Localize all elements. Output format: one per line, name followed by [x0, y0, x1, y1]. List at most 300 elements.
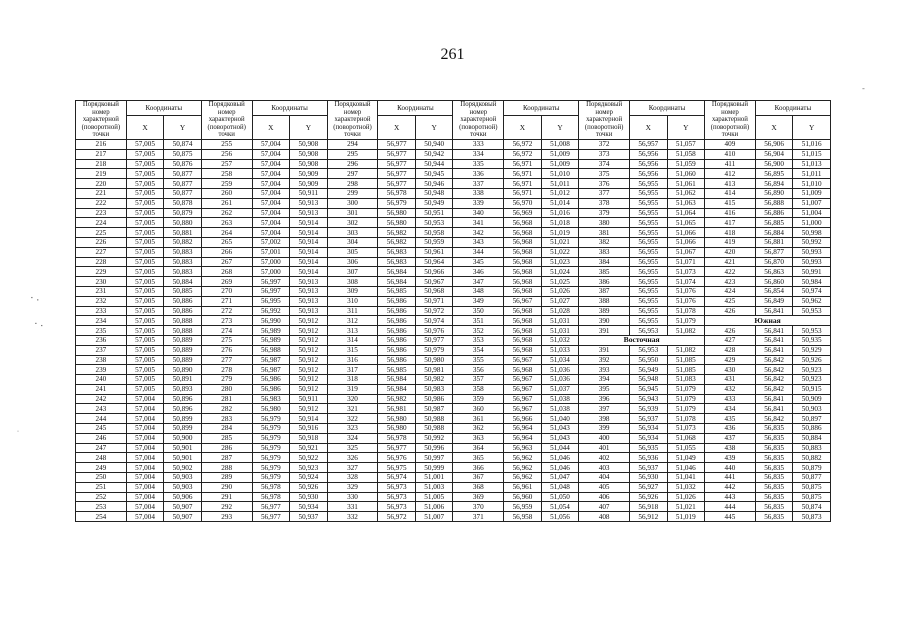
x-coordinate-cell: 57,005 [126, 159, 164, 169]
y-coordinate-cell: 51,009 [541, 159, 579, 169]
point-number-cell: 261 [201, 198, 252, 208]
x-coordinate-cell: 56,955 [630, 316, 668, 326]
x-coordinate-cell: 57,005 [126, 335, 164, 345]
y-coordinate-cell: 50,983 [415, 384, 453, 394]
y-coordinate-cell: 51,076 [667, 296, 705, 306]
y-coordinate-cell: 51,079 [667, 404, 705, 414]
header-coordinates: Координаты [252, 101, 327, 116]
y-coordinate-cell: 50,972 [415, 306, 453, 316]
x-coordinate-cell: 56,973 [378, 492, 416, 502]
point-number-cell: 334 [453, 149, 504, 159]
point-number-cell: 270 [201, 286, 252, 296]
header-point-number: Порядковый номер характерной (поворотной) точки [705, 101, 756, 140]
point-number-cell: 291 [201, 492, 252, 502]
y-coordinate-cell: 50,913 [290, 306, 328, 316]
y-coordinate-cell: 50,914 [290, 267, 328, 277]
x-coordinate-cell: 56,841 [755, 326, 793, 336]
point-number-cell: 238 [76, 355, 127, 365]
point-number-cell: 353 [453, 335, 504, 345]
x-coordinate-cell: 56,968 [504, 365, 542, 375]
y-coordinate-cell: 50,980 [415, 355, 453, 365]
y-coordinate-cell: 50,882 [164, 237, 202, 247]
x-coordinate-cell: 56,986 [378, 335, 416, 345]
y-coordinate-cell: 50,913 [290, 286, 328, 296]
y-coordinate-cell: 50,882 [793, 453, 831, 463]
x-coordinate-cell: 56,977 [252, 512, 290, 522]
y-coordinate-cell: 50,906 [164, 492, 202, 502]
point-number-cell: 406 [579, 492, 630, 502]
y-coordinate-cell: 50,903 [164, 482, 202, 492]
x-coordinate-cell: 56,841 [755, 335, 793, 345]
y-coordinate-cell: 51,058 [667, 149, 705, 159]
header-coordinates: Координаты [378, 101, 453, 116]
point-number-cell: 410 [705, 149, 756, 159]
y-coordinate-cell: 50,880 [164, 218, 202, 228]
table-row [76, 159, 831, 169]
point-number-cell: 217 [76, 149, 127, 159]
x-coordinate-cell: 56,977 [378, 139, 416, 149]
point-number-cell: 393 [579, 365, 630, 375]
y-coordinate-cell: 50,949 [415, 198, 453, 208]
y-coordinate-cell: 50,979 [415, 345, 453, 355]
header-y: Y [667, 116, 705, 140]
header-coordinates: Координаты [630, 101, 705, 116]
x-coordinate-cell: 56,989 [252, 326, 290, 336]
header-y: Y [290, 116, 328, 140]
point-number-cell: 281 [201, 394, 252, 404]
x-coordinate-cell: 56,974 [378, 473, 416, 483]
point-number-cell: 313 [327, 326, 378, 336]
point-number-cell: 371 [453, 512, 504, 522]
y-coordinate-cell: 50,912 [290, 355, 328, 365]
y-coordinate-cell: 50,961 [415, 247, 453, 257]
x-coordinate-cell: 57,004 [252, 179, 290, 189]
point-number-cell: 426 [705, 326, 756, 336]
y-coordinate-cell: 51,021 [541, 237, 579, 247]
x-coordinate-cell: 56,842 [755, 355, 793, 365]
point-number-cell: 361 [453, 414, 504, 424]
point-number-cell: 419 [705, 237, 756, 247]
x-coordinate-cell: 57,004 [252, 159, 290, 169]
x-coordinate-cell: 56,978 [252, 492, 290, 502]
y-coordinate-cell: 50,962 [793, 296, 831, 306]
point-number-cell: 300 [327, 198, 378, 208]
x-coordinate-cell: 56,968 [504, 326, 542, 336]
y-coordinate-cell: 50,959 [415, 237, 453, 247]
point-number-cell: 373 [579, 149, 630, 159]
x-coordinate-cell: 56,955 [630, 247, 668, 257]
point-number-cell: 370 [453, 502, 504, 512]
x-coordinate-cell: 56,835 [755, 502, 793, 512]
y-coordinate-cell: 51,044 [541, 443, 579, 453]
point-number-cell: 237 [76, 345, 127, 355]
y-coordinate-cell: 51,085 [667, 355, 705, 365]
y-coordinate-cell: 51,041 [667, 473, 705, 483]
x-coordinate-cell: 56,977 [378, 159, 416, 169]
x-coordinate-cell: 56,985 [378, 286, 416, 296]
header-coordinates: Координаты [504, 101, 579, 116]
point-number-cell: 308 [327, 277, 378, 287]
x-coordinate-cell: 57,005 [126, 326, 164, 336]
header-point-number: Порядковый номер характерной (поворотной) точки [327, 101, 378, 140]
point-number-cell: 436 [705, 424, 756, 434]
y-coordinate-cell: 50,916 [290, 424, 328, 434]
y-coordinate-cell: 51,066 [667, 237, 705, 247]
table-row [76, 326, 831, 336]
point-number-cell: 292 [201, 502, 252, 512]
y-coordinate-cell: 51,011 [793, 169, 831, 179]
point-number-cell: 407 [579, 502, 630, 512]
x-coordinate-cell: 56,984 [378, 375, 416, 385]
x-coordinate-cell: 56,971 [504, 169, 542, 179]
y-coordinate-cell: 51,006 [415, 502, 453, 512]
x-coordinate-cell: 57,005 [126, 365, 164, 375]
x-coordinate-cell: 56,979 [378, 198, 416, 208]
point-number-cell: 284 [201, 424, 252, 434]
x-coordinate-cell: 56,968 [504, 316, 542, 326]
y-coordinate-cell: 51,065 [667, 218, 705, 228]
y-coordinate-cell: 50,912 [290, 404, 328, 414]
x-coordinate-cell: 56,943 [630, 394, 668, 404]
x-coordinate-cell: 56,973 [378, 482, 416, 492]
y-coordinate-cell: 50,883 [164, 247, 202, 257]
x-coordinate-cell: 57,005 [126, 218, 164, 228]
x-coordinate-cell: 56,980 [378, 208, 416, 218]
point-number-cell: 349 [453, 296, 504, 306]
y-coordinate-cell: 51,003 [415, 482, 453, 492]
y-coordinate-cell: 51,047 [541, 473, 579, 483]
y-coordinate-cell: 51,015 [793, 149, 831, 159]
table-row [76, 473, 831, 483]
y-coordinate-cell: 51,033 [541, 345, 579, 355]
y-coordinate-cell: 51,043 [541, 424, 579, 434]
point-number-cell: 326 [327, 453, 378, 463]
y-coordinate-cell: 50,988 [415, 424, 453, 434]
point-number-cell: 391 [579, 326, 630, 336]
point-number-cell: 424 [705, 286, 756, 296]
y-coordinate-cell: 51,008 [541, 139, 579, 149]
x-coordinate-cell: 56,945 [630, 384, 668, 394]
y-coordinate-cell: 50,874 [164, 139, 202, 149]
y-coordinate-cell: 51,082 [667, 345, 705, 355]
x-coordinate-cell: 57,004 [126, 463, 164, 473]
y-coordinate-cell: 50,903 [164, 473, 202, 483]
point-number-cell: 232 [76, 296, 127, 306]
y-coordinate-cell: 50,996 [415, 443, 453, 453]
y-coordinate-cell: 51,054 [541, 502, 579, 512]
y-coordinate-cell: 50,999 [415, 463, 453, 473]
point-number-cell: 254 [76, 512, 127, 522]
y-coordinate-cell: 51,043 [541, 433, 579, 443]
y-coordinate-cell: 50,946 [415, 179, 453, 189]
point-number-cell: 277 [201, 355, 252, 365]
x-coordinate-cell: 56,930 [630, 473, 668, 483]
x-coordinate-cell: 57,004 [126, 443, 164, 453]
point-number-cell: 444 [705, 502, 756, 512]
x-coordinate-cell: 56,986 [378, 296, 416, 306]
y-coordinate-cell: 51,005 [415, 492, 453, 502]
point-number-cell: 216 [76, 139, 127, 149]
point-number-cell: 293 [201, 512, 252, 522]
x-coordinate-cell: 56,990 [252, 316, 290, 326]
point-number-cell: 347 [453, 277, 504, 287]
point-number-cell: 378 [579, 198, 630, 208]
point-number-cell: 248 [76, 453, 127, 463]
y-coordinate-cell: 50,886 [164, 306, 202, 316]
y-coordinate-cell: 51,014 [541, 198, 579, 208]
point-number-cell: 318 [327, 375, 378, 385]
x-coordinate-cell: 57,004 [126, 482, 164, 492]
point-number-cell: 388 [579, 296, 630, 306]
x-coordinate-cell: 56,870 [755, 257, 793, 267]
table-row [76, 198, 831, 208]
y-coordinate-cell: 51,079 [667, 394, 705, 404]
x-coordinate-cell: 56,953 [630, 326, 668, 336]
point-number-cell: 413 [705, 179, 756, 189]
point-number-cell: 280 [201, 384, 252, 394]
x-coordinate-cell: 56,912 [630, 512, 668, 522]
point-number-cell: 282 [201, 404, 252, 414]
y-coordinate-cell: 50,877 [793, 473, 831, 483]
y-coordinate-cell: 51,026 [667, 492, 705, 502]
x-coordinate-cell: 57,004 [252, 188, 290, 198]
point-number-cell: 226 [76, 237, 127, 247]
point-number-cell: 224 [76, 218, 127, 228]
x-coordinate-cell: 56,955 [630, 237, 668, 247]
y-coordinate-cell: 51,046 [541, 463, 579, 473]
x-coordinate-cell: 57,004 [252, 149, 290, 159]
x-coordinate-cell: 56,955 [630, 218, 668, 228]
point-number-cell: 386 [579, 277, 630, 287]
point-number-cell: 420 [705, 247, 756, 257]
y-coordinate-cell: 50,914 [290, 414, 328, 424]
point-number-cell: 236 [76, 335, 127, 345]
table-row [76, 424, 831, 434]
y-coordinate-cell: 51,068 [667, 433, 705, 443]
y-coordinate-cell: 50,921 [290, 443, 328, 453]
x-coordinate-cell: 57,004 [126, 473, 164, 483]
y-coordinate-cell: 51,036 [541, 365, 579, 375]
scan-speck: ˙ [16, 430, 20, 439]
point-number-cell: 323 [327, 424, 378, 434]
y-coordinate-cell: 51,001 [415, 473, 453, 483]
x-coordinate-cell: 56,854 [755, 286, 793, 296]
point-number-cell: 333 [453, 139, 504, 149]
y-coordinate-cell: 50,885 [164, 286, 202, 296]
x-coordinate-cell: 56,989 [252, 335, 290, 345]
y-coordinate-cell: 51,018 [541, 218, 579, 228]
x-coordinate-cell: 56,894 [755, 179, 793, 189]
point-number-cell: 322 [327, 414, 378, 424]
x-coordinate-cell: 56,950 [630, 355, 668, 365]
y-coordinate-cell: 51,023 [541, 257, 579, 267]
point-number-cell: 412 [705, 169, 756, 179]
y-coordinate-cell: 50,913 [290, 198, 328, 208]
x-coordinate-cell: 56,949 [630, 365, 668, 375]
point-number-cell: 336 [453, 169, 504, 179]
y-coordinate-cell: 50,968 [415, 286, 453, 296]
point-number-cell: 432 [705, 384, 756, 394]
y-coordinate-cell: 50,912 [290, 316, 328, 326]
y-coordinate-cell: 51,000 [793, 218, 831, 228]
point-number-cell: 243 [76, 404, 127, 414]
point-number-cell: 287 [201, 453, 252, 463]
point-number-cell: 383 [579, 247, 630, 257]
point-number-cell: 273 [201, 316, 252, 326]
x-coordinate-cell: 56,860 [755, 277, 793, 287]
x-coordinate-cell: 56,957 [630, 139, 668, 149]
point-number-cell: 443 [705, 492, 756, 502]
point-number-cell: 328 [327, 473, 378, 483]
y-coordinate-cell: 50,923 [793, 375, 831, 385]
point-number-cell: 299 [327, 188, 378, 198]
y-coordinate-cell: 50,909 [290, 169, 328, 179]
x-coordinate-cell: 56,960 [504, 492, 542, 502]
y-coordinate-cell: 51,024 [541, 267, 579, 277]
y-coordinate-cell: 51,019 [541, 228, 579, 238]
y-coordinate-cell: 50,993 [793, 247, 831, 257]
y-coordinate-cell: 50,908 [290, 149, 328, 159]
y-coordinate-cell: 50,914 [290, 257, 328, 267]
x-coordinate-cell: 56,937 [630, 414, 668, 424]
x-coordinate-cell: 56,835 [755, 463, 793, 473]
x-coordinate-cell: 57,005 [126, 208, 164, 218]
section-label-south: Южная [705, 316, 831, 326]
y-coordinate-cell: 50,913 [290, 208, 328, 218]
x-coordinate-cell: 56,978 [378, 433, 416, 443]
x-coordinate-cell: 56,980 [378, 424, 416, 434]
point-number-cell: 339 [453, 198, 504, 208]
point-number-cell: 430 [705, 365, 756, 375]
y-coordinate-cell: 51,037 [541, 384, 579, 394]
point-number-cell: 399 [579, 424, 630, 434]
x-coordinate-cell: 57,005 [126, 169, 164, 179]
x-coordinate-cell: 56,849 [755, 296, 793, 306]
x-coordinate-cell: 56,927 [630, 482, 668, 492]
point-number-cell: 337 [453, 179, 504, 189]
point-number-cell: 398 [579, 414, 630, 424]
x-coordinate-cell: 56,962 [504, 463, 542, 473]
header-x: X [755, 116, 793, 140]
x-coordinate-cell: 56,979 [252, 473, 290, 483]
x-coordinate-cell: 56,835 [755, 424, 793, 434]
point-number-cell: 405 [579, 482, 630, 492]
x-coordinate-cell: 56,977 [378, 149, 416, 159]
x-coordinate-cell: 56,986 [378, 345, 416, 355]
y-coordinate-cell: 50,909 [793, 394, 831, 404]
table-row [76, 404, 831, 414]
point-number-cell: 325 [327, 443, 378, 453]
table-row [76, 355, 831, 365]
x-coordinate-cell: 57,000 [252, 257, 290, 267]
y-coordinate-cell: 50,874 [793, 502, 831, 512]
x-coordinate-cell: 56,995 [252, 296, 290, 306]
x-coordinate-cell: 56,968 [504, 237, 542, 247]
header-point-number: Порядковый номер характерной (поворотной) точки [201, 101, 252, 140]
x-coordinate-cell: 56,986 [378, 306, 416, 316]
y-coordinate-cell: 50,914 [290, 247, 328, 257]
point-number-cell: 307 [327, 267, 378, 277]
x-coordinate-cell: 56,983 [378, 247, 416, 257]
point-number-cell: 235 [76, 326, 127, 336]
point-number-cell: 221 [76, 188, 127, 198]
point-number-cell: 426 [705, 306, 756, 316]
table-row [76, 277, 831, 287]
table-row [76, 384, 831, 394]
y-coordinate-cell: 51,038 [541, 394, 579, 404]
x-coordinate-cell: 56,963 [504, 443, 542, 453]
x-coordinate-cell: 57,005 [126, 316, 164, 326]
x-coordinate-cell: 56,841 [755, 404, 793, 414]
y-coordinate-cell: 51,076 [667, 286, 705, 296]
point-number-cell: 296 [327, 159, 378, 169]
table-row [76, 267, 831, 277]
point-number-cell: 376 [579, 179, 630, 189]
point-number-cell: 289 [201, 473, 252, 483]
x-coordinate-cell: 56,969 [504, 208, 542, 218]
y-coordinate-cell: 50,883 [793, 443, 831, 453]
x-coordinate-cell: 56,984 [378, 267, 416, 277]
y-coordinate-cell: 50,974 [415, 316, 453, 326]
point-number-cell: 343 [453, 237, 504, 247]
table-row [76, 492, 831, 502]
y-coordinate-cell: 51,011 [541, 179, 579, 189]
point-number-cell: 365 [453, 453, 504, 463]
y-coordinate-cell: 51,004 [793, 208, 831, 218]
header-x: X [630, 116, 668, 140]
y-coordinate-cell: 50,997 [415, 453, 453, 463]
x-coordinate-cell: 56,886 [755, 208, 793, 218]
x-coordinate-cell: 57,004 [126, 424, 164, 434]
point-number-cell: 434 [705, 404, 756, 414]
point-number-cell: 230 [76, 277, 127, 287]
y-coordinate-cell: 51,027 [541, 296, 579, 306]
x-coordinate-cell: 56,888 [755, 198, 793, 208]
point-number-cell: 445 [705, 512, 756, 522]
x-coordinate-cell: 56,968 [504, 247, 542, 257]
y-coordinate-cell: 50,881 [164, 228, 202, 238]
y-coordinate-cell: 50,977 [415, 335, 453, 345]
x-coordinate-cell: 56,968 [504, 267, 542, 277]
point-number-cell: 440 [705, 463, 756, 473]
y-coordinate-cell: 50,901 [164, 453, 202, 463]
point-number-cell: 331 [327, 502, 378, 512]
header-x: X [378, 116, 416, 140]
y-coordinate-cell: 50,918 [290, 433, 328, 443]
table-row [76, 228, 831, 238]
point-number-cell: 429 [705, 355, 756, 365]
x-coordinate-cell: 56,977 [252, 502, 290, 512]
point-number-cell: 381 [579, 228, 630, 238]
y-coordinate-cell: 51,009 [541, 149, 579, 159]
x-coordinate-cell: 56,980 [252, 404, 290, 414]
x-coordinate-cell: 56,971 [504, 179, 542, 189]
x-coordinate-cell: 56,926 [630, 492, 668, 502]
y-coordinate-cell: 51,028 [541, 306, 579, 316]
header-x: X [504, 116, 542, 140]
y-coordinate-cell: 51,031 [541, 316, 579, 326]
x-coordinate-cell: 56,955 [630, 286, 668, 296]
table-row [76, 188, 831, 198]
x-coordinate-cell: 57,000 [252, 267, 290, 277]
y-coordinate-cell: 51,060 [667, 169, 705, 179]
point-number-cell: 228 [76, 257, 127, 267]
x-coordinate-cell: 56,904 [755, 149, 793, 159]
y-coordinate-cell: 50,873 [793, 512, 831, 522]
point-number-cell: 252 [76, 492, 127, 502]
header-coordinates: Координаты [126, 101, 201, 116]
x-coordinate-cell: 57,005 [126, 228, 164, 238]
